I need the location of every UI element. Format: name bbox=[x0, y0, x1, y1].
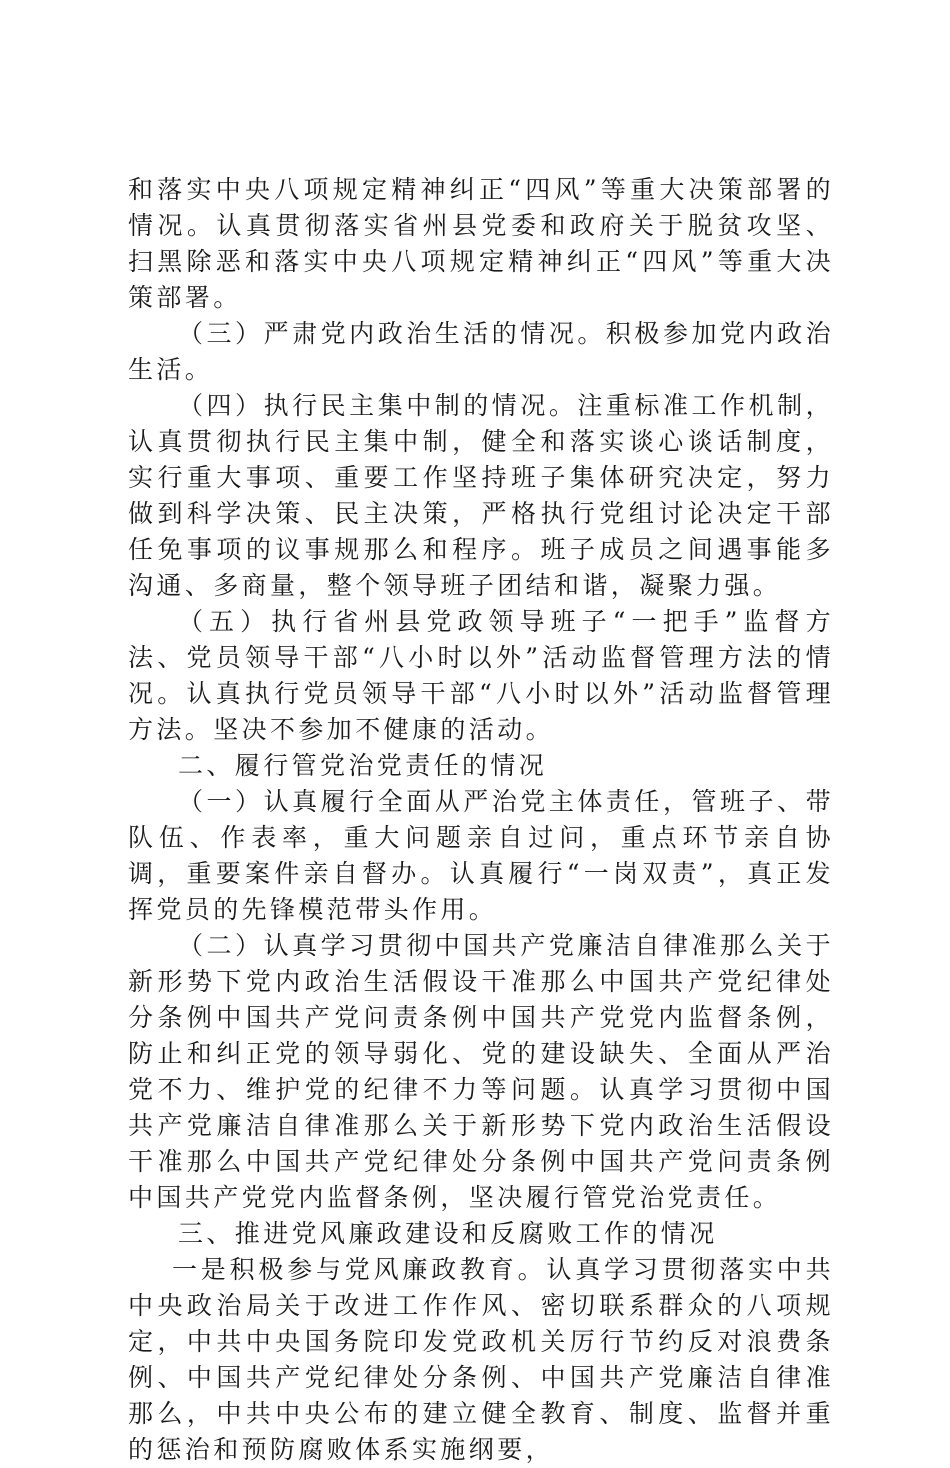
document-body bbox=[128, 172, 834, 1468]
paragraph-section-2-1: （一）认真履行全面从严治党主体责任，管班子、带队伍、作表率，重大问题亲自过问，重点环节亲自协调，重要案件亲自督办。认真履行“一岗双责”，真正发挥党员的先锋模范带头作用。 bbox=[128, 787, 834, 924]
paragraph-section-1-5: （五）执行省州县党政领导班子“一把手”监督方法、党员领导干部“八小时以外”活动监督管理方法的情况。认真执行党员领导干部“八小时以外”活动监督管理方法。坚决不参加不健康的活动。 bbox=[128, 607, 834, 744]
paragraph-section-2-2: （二）认真学习贯彻中国共产党廉洁自律准那么关于新形势下党内政治生活假设干准那么中国共产党纪律处分条例中国共产党问责条例中国共产党党内监督条例，防止和纠正党的领导弱化、党的建设缺失、全面从严治党不力、维护党的纪律不力等问题。认真学习贯彻中国共产党廉洁自律准那么关于新形势下党内政治生活假设干准那么中国共产党纪律处分条例中国共产党问责条例中国共产党党内监督条例，坚决履行管党治党责任。 bbox=[128, 931, 834, 1212]
heading-section-3: 三、推进党风廉政建设和反腐败工作的情况 bbox=[178, 1219, 718, 1248]
paragraph-section-1-4: （四）执行民主集中制的情况。注重标准工作机制，认真贯彻执行民主集中制，健全和落实谈心谈话制度，实行重大事项、重要工作坚持班子集体研究决定，努力做到科学决策、民主决策，严格执行党组讨论决定干部任免事项的议事规那么和程序。班子成员之间遇事能多沟通、多商量，整个领导班子团结和谐，凝聚力强。 bbox=[128, 391, 834, 600]
paragraph-section-1-3: （三）严肃党内政治生活的情况。积极参加党内政治生活。 bbox=[128, 319, 834, 384]
heading-section-2: 二、履行管党治党责任的情况 bbox=[178, 751, 548, 780]
paragraph-continuation: 和落实中央八项规定精神纠正“四风”等重大决策部署的情况。认真贯彻落实省州县党委和政府关于脱贫攻坚、扫黑除恶和落实中央八项规定精神纠正“四风”等重大决策部署。 bbox=[128, 175, 834, 312]
paragraph-section-3-1: 一是积极参与党风廉政教育。认真学习贯彻落实中共中央政治局关于改进工作作风、密切联系群众的八项规定，中共中央国务院印发党政机关厉行节约反对浪费条例、中国共产党纪律处分条例、中国共产党廉洁自律准那么，中共中央公布的建立健全教育、制度、监督并重的惩治和预防腐败体系实施纲要， bbox=[128, 1255, 834, 1464]
